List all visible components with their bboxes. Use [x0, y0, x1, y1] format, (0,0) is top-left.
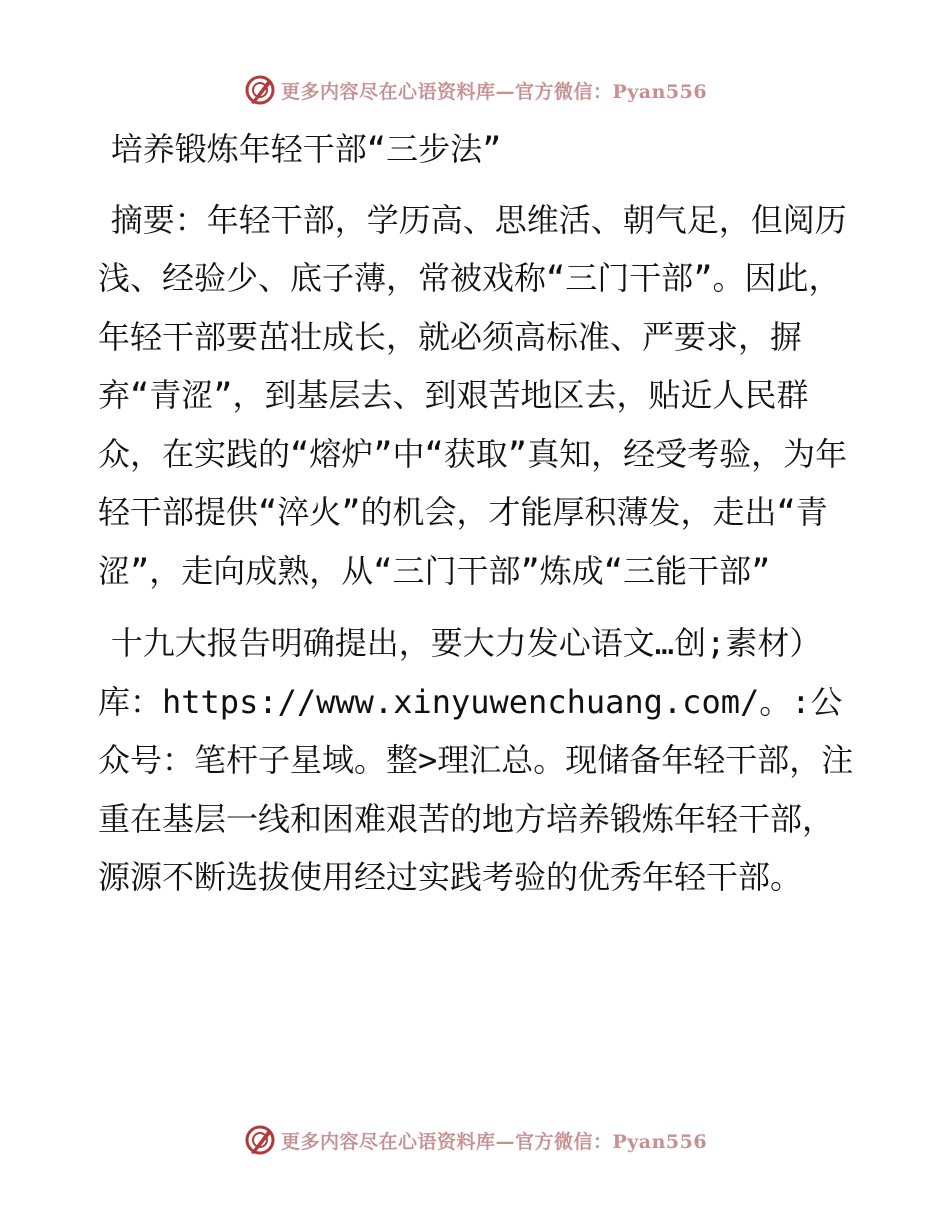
quill-logo-icon	[243, 73, 277, 107]
footer-banner	[0, 1120, 950, 1160]
footer-banner-text: 更多内容尽在心语资料库—官方微信：Pyan556	[280, 1130, 708, 1153]
body-paragraph: 十九大报告明确提出，要大力发心语文…创;素材）库：https://www.xinyuwenchuang.com/。:公众号：笔杆子星域。整>理汇总。现储备年轻干部，注重在基层一线和困难艰苦的地方培养锻炼年轻干部，源源不断选拔使用经过实践考验的优秀年轻干部。	[98, 624, 854, 896]
abstract-paragraph: 摘要：年轻干部，学历高、思维活、朝气足，但阅历浅、经验少、底子薄，常被戏称“三门干部”。因此，年轻干部要茁壮成长，就必须高标准、严要求，摒弃“青涩”，到基层去、到艰苦地区去，贴近人民群众，在实践的“熔炉”中“获取”真知，经受考验，为年轻干部提供“淬火”的机会，才能厚积薄发，走出“青涩”，走向成熟，从“三门干部”炼成“三能干部”	[98, 200, 848, 590]
document-title: 培养锻炼年轻干部“三步法”	[110, 130, 502, 168]
header-banner	[0, 70, 950, 110]
document-body	[98, 120, 858, 921]
quill-logo-icon	[243, 1123, 277, 1157]
header-banner-text: 更多内容尽在心语资料库—官方微信：Pyan556	[280, 80, 708, 103]
